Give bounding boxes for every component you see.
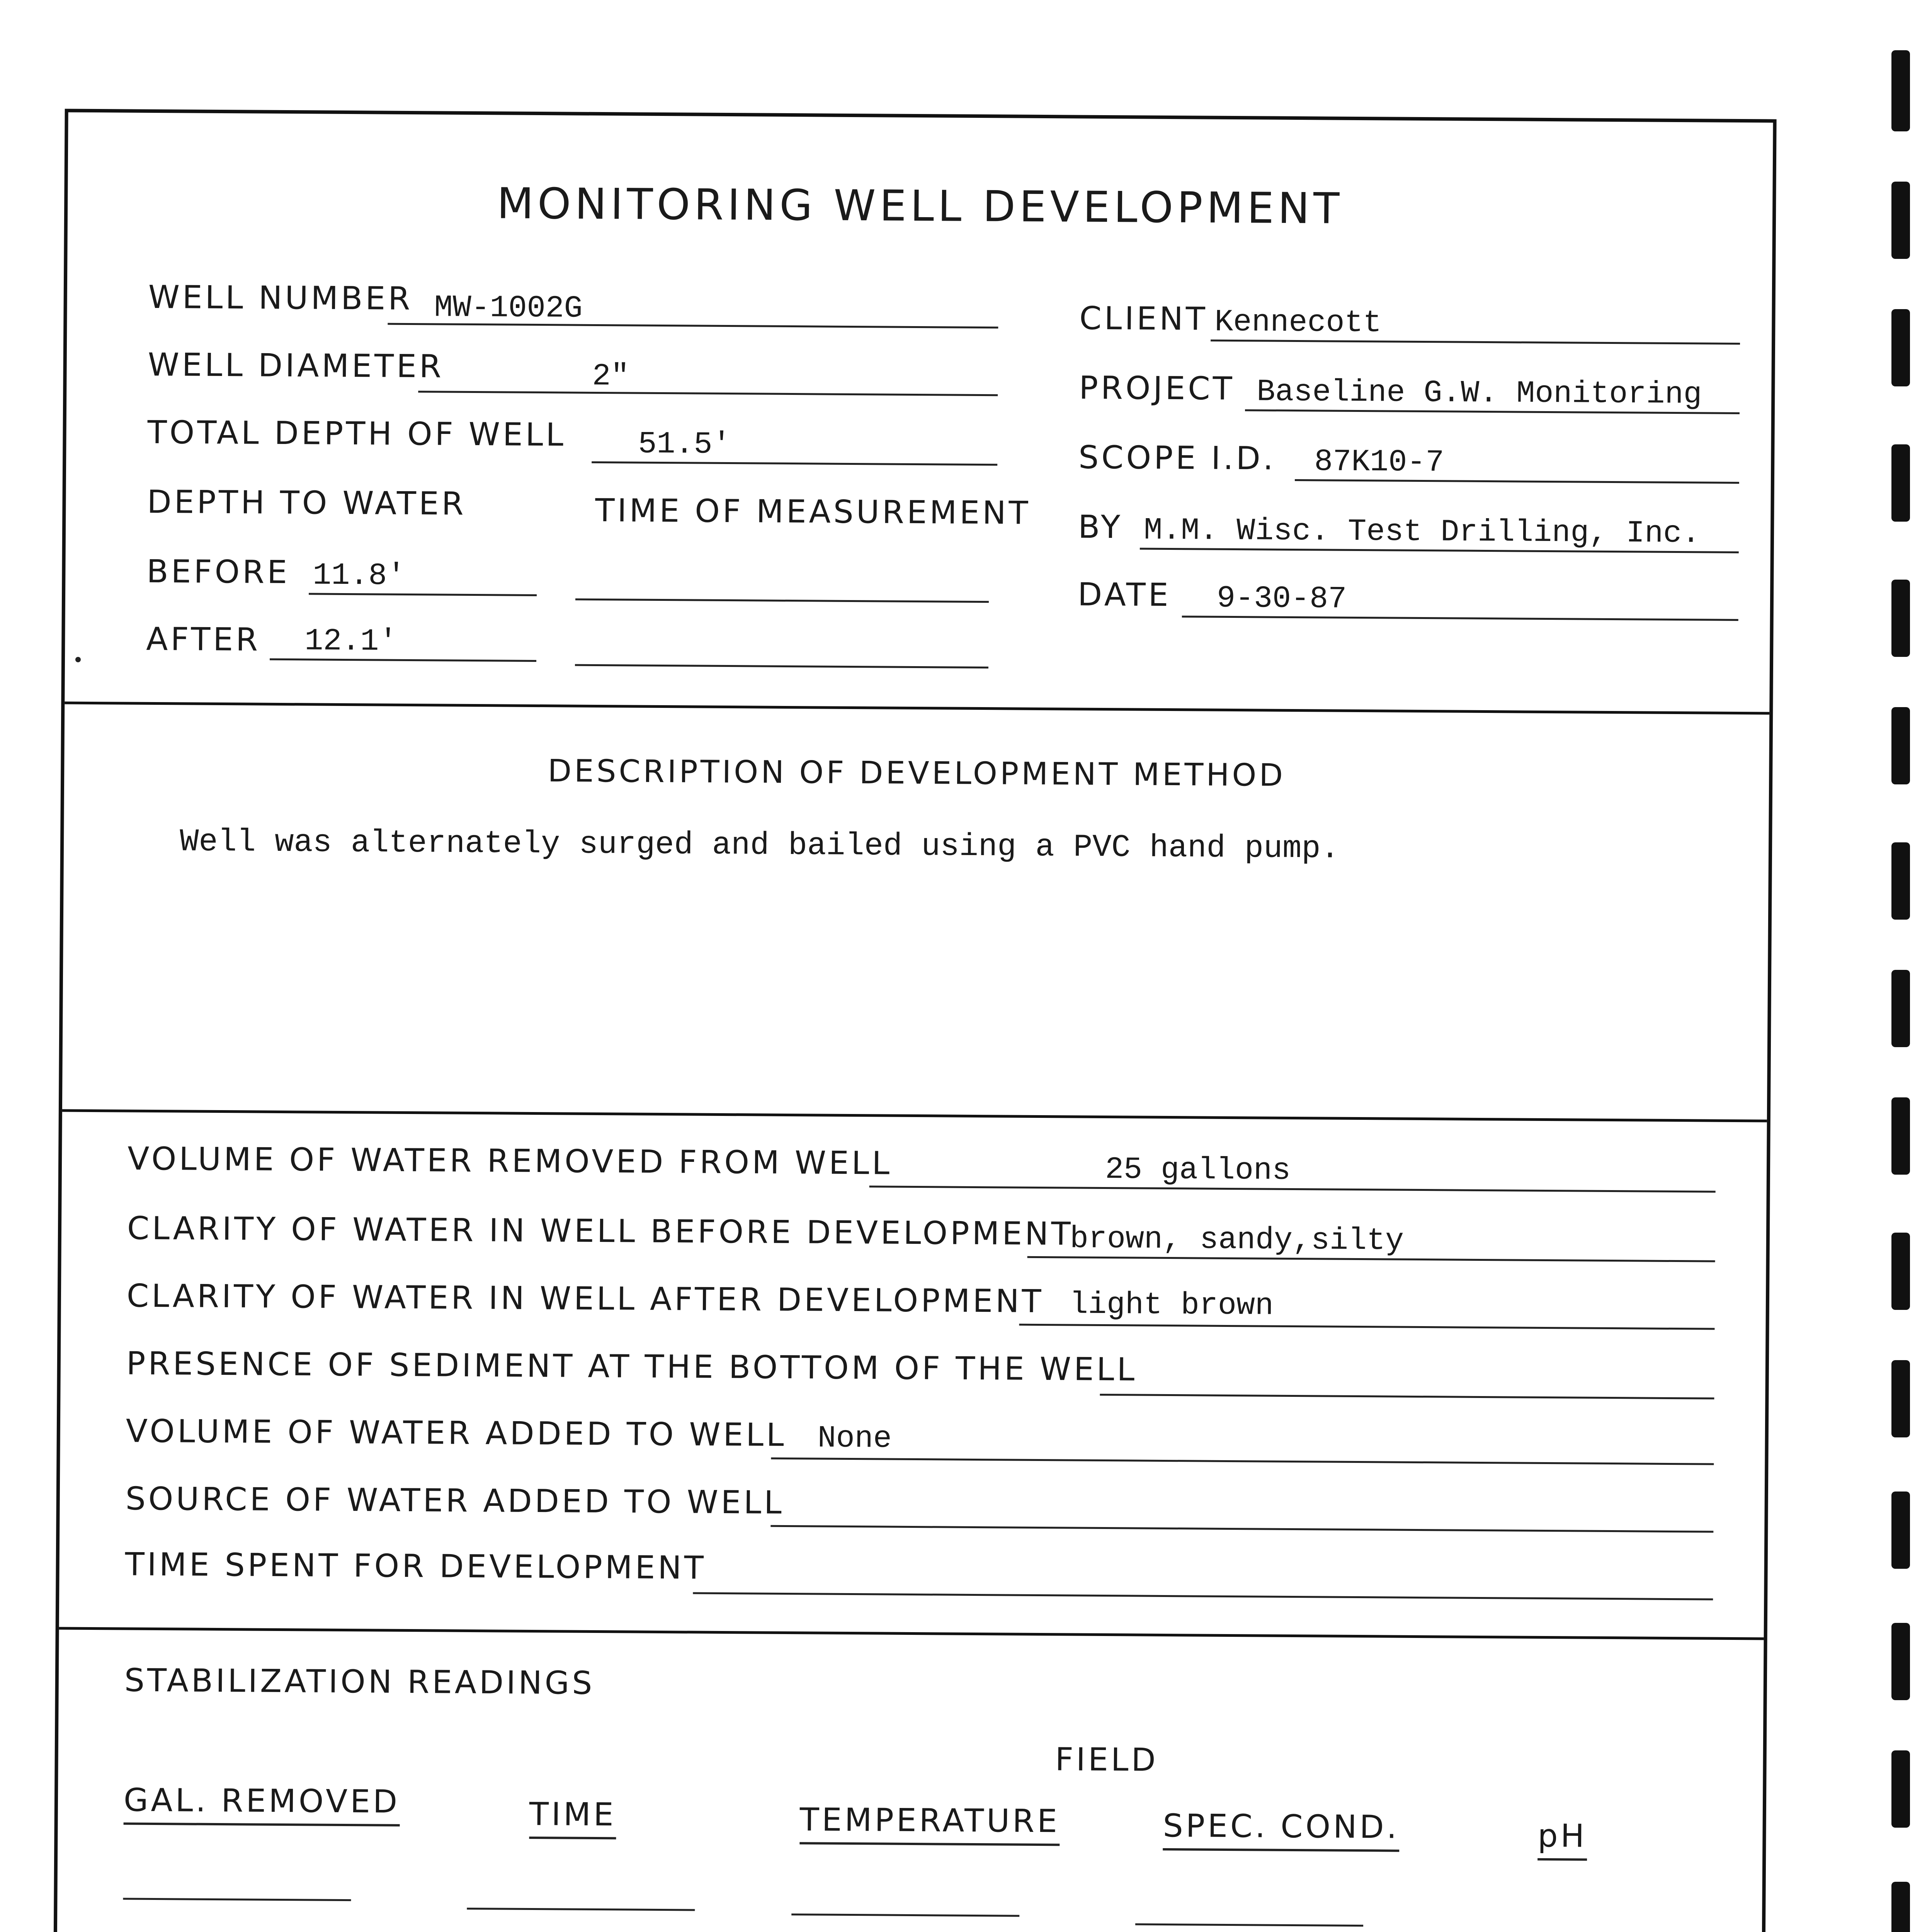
- by-value[interactable]: M.M. Wisc. Test Drilling, Inc.: [1143, 513, 1701, 552]
- description-heading: DESCRIPTION OF DEVELOPMENT METHOD: [548, 753, 1286, 793]
- binding-mark: [1891, 707, 1910, 784]
- volume-added-value[interactable]: None: [817, 1421, 892, 1457]
- project-label: PROJECT: [1079, 369, 1235, 408]
- depth-to-water-label: DEPTH TO WATER: [147, 483, 466, 522]
- column-time: TIME: [529, 1796, 616, 1839]
- client-label: CLIENT: [1079, 300, 1208, 338]
- volume-added-label: VOLUME OF WATER ADDED TO WELL: [126, 1413, 787, 1454]
- reading-line[interactable]: [791, 1913, 1019, 1917]
- volume-added-line: [771, 1458, 1714, 1465]
- sediment-label: PRESENCE OF SEDIMENT AT THE BOTTOM OF THE WELL: [126, 1345, 1138, 1388]
- binding-mark: [1891, 444, 1910, 522]
- volume-removed-label: VOLUME OF WATER REMOVED FROM WELL: [127, 1140, 893, 1182]
- scope-id-label: SCOPE I.D.: [1078, 439, 1276, 477]
- time-spent-label: TIME SPENT FOR DEVELOPMENT: [125, 1546, 707, 1587]
- reading-line[interactable]: [123, 1898, 351, 1901]
- reading-line[interactable]: [467, 1908, 695, 1911]
- description-text[interactable]: Well was alternately surged and bailed using a PVC hand pump.: [179, 824, 1340, 867]
- after-value[interactable]: 12.1': [304, 624, 398, 660]
- project-value[interactable]: Baseline G.W. Monitoring: [1257, 374, 1702, 413]
- binding-mark: [1891, 1233, 1910, 1310]
- sediment-line: [1100, 1394, 1714, 1400]
- column-gal-removed: GAL. REMOVED: [124, 1782, 400, 1827]
- clarity-after-value[interactable]: light brown: [1069, 1287, 1274, 1324]
- volume-removed-value[interactable]: 25 gallons: [1105, 1152, 1291, 1189]
- binding-mark: [1891, 1750, 1910, 1828]
- binding-mark: [1891, 1360, 1910, 1437]
- section-divider: [59, 1627, 1764, 1640]
- after-label: AFTER: [146, 621, 261, 658]
- time-of-measurement-label: TIME OF MEASUREMENT: [595, 492, 1031, 532]
- clarity-before-value[interactable]: brown, sandy,silty: [1070, 1221, 1404, 1259]
- client-value[interactable]: Kennecott: [1214, 304, 1382, 341]
- column-temperature: TEMPERATURE: [799, 1801, 1060, 1846]
- stabilization-heading: STABILIZATION READINGS: [124, 1662, 595, 1702]
- binding-mark: [1891, 1097, 1910, 1175]
- binding-mark: [1891, 842, 1910, 920]
- binding-mark: [1891, 309, 1910, 386]
- binding-mark: [1891, 1492, 1910, 1569]
- binding-mark: [1891, 1623, 1910, 1700]
- clarity-before-label: CLARITY OF WATER IN WELL BEFORE DEVELOPMENT: [127, 1210, 1073, 1253]
- total-depth-label: TOTAL DEPTH OF WELL: [147, 414, 566, 454]
- well-diameter-label: WELL DIAMETER: [148, 346, 444, 385]
- form-title: MONITORING WELL DEVELOPMENT: [497, 179, 1344, 233]
- section-divider: [65, 702, 1769, 715]
- before-label: BEFORE: [146, 553, 290, 591]
- date-label: DATE: [1077, 576, 1171, 614]
- total-depth-value[interactable]: 51.5': [638, 427, 731, 463]
- after-time-line: [575, 664, 988, 669]
- source-label: SOURCE OF WATER ADDED TO WELL: [125, 1480, 785, 1521]
- source-line: [770, 1525, 1713, 1533]
- binding-mark: [1891, 1882, 1910, 1932]
- time-spent-line: [693, 1592, 1713, 1600]
- readings-grid: [68, 112, 1773, 123]
- volume-removed-line: [869, 1185, 1716, 1192]
- clarity-after-label: CLARITY OF WATER IN WELL AFTER DEVELOPMENT: [126, 1277, 1044, 1320]
- scope-id-value[interactable]: 87K10-7: [1314, 444, 1444, 481]
- binding-mark: [1891, 182, 1910, 259]
- column-ph: pH: [1537, 1818, 1587, 1861]
- form-border: [51, 109, 1776, 1932]
- binding-mark: [1891, 970, 1910, 1047]
- by-label: BY: [1078, 509, 1123, 546]
- binding-mark: [1891, 50, 1910, 131]
- well-diameter-line: [418, 391, 998, 396]
- column-spec-cond: SPEC. COND.: [1163, 1808, 1400, 1852]
- section-divider: [62, 1109, 1767, 1122]
- clarity-after-line: [1019, 1324, 1715, 1330]
- well-diameter-value[interactable]: 2": [592, 359, 629, 395]
- well-number-label: WELL NUMBER: [148, 279, 413, 318]
- before-value[interactable]: 11.8': [313, 558, 406, 594]
- well-number-value[interactable]: MW-1002G: [434, 290, 583, 327]
- date-value[interactable]: 9-30-87: [1216, 581, 1347, 617]
- reading-line[interactable]: [1135, 1923, 1363, 1927]
- binding-mark: [1891, 580, 1910, 657]
- before-time-line: [575, 599, 989, 603]
- field-label: FIELD: [1055, 1741, 1158, 1779]
